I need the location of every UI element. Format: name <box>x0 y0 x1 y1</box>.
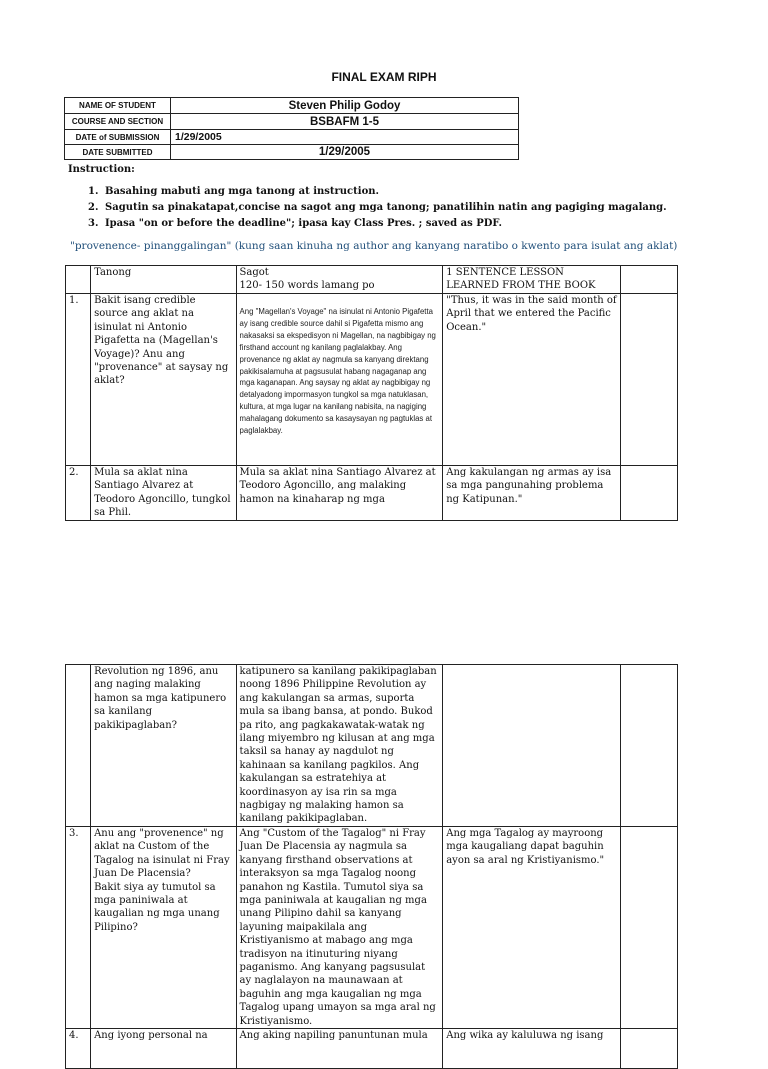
row-number <box>66 665 91 827</box>
provenance-note: "provenence- pinanggalingan" (kung saan kinuha ng author ang kanyang naratibo o kwento para isulat ang aklat) <box>70 240 678 252</box>
course-value: BSBAFM 1-5 <box>171 114 519 130</box>
header-answer: Sagot 120- 150 words lamang po <box>236 266 443 294</box>
table-row <box>66 466 678 521</box>
student-info-table <box>64 97 519 160</box>
questions-table-continued <box>65 664 678 1069</box>
row-lesson: Ang kakulangan ng armas ay isa sa mga pangunahing problema ng Katipunan." <box>443 466 621 521</box>
row-answer: Ang "Custom of the Tagalog" ni Fray Juan De Placensia ay nagmula sa kanyang firsthand observations at interaksyon sa mga Tagalog noong panahon ng Kastila. Tumutol siya sa mga paniniwala at kaugalian ng mga unang Pilipino dahil sa kanyang layuning maipakilala ang Kristiyanismo at mabago ang mga tradisyon na itinuturing niyang paganismo. Ang kanyang pagsusulat ay naglalayon na maunawaan at baguhin ang mga kaugalian ng mga Tagalog upang umayon sa mga aral ng Kristiyanismo. <box>236 826 443 1028</box>
row-extra-cell <box>620 826 677 1028</box>
instruction-number: 2. <box>88 202 99 213</box>
instruction-number: 3. <box>88 218 99 229</box>
row-lesson: Ang mga Tagalog ay mayroong mga kaugaliang dapat baguhin ayon sa aral ng Kristiyanismo." <box>443 826 621 1028</box>
instruction-item <box>88 186 667 202</box>
row-question: Revolution ng 1896, anu ang naging malaking hamon sa mga katipunero sa kanilang pakikipaglaban? <box>91 665 236 827</box>
table-row <box>66 1028 678 1068</box>
header-question: Tanong <box>91 266 236 294</box>
date-of-submission-value: 1/29/2005 <box>171 130 519 145</box>
row-extra-cell <box>620 466 677 521</box>
row-lesson: "Thus, it was in the said month of April that we entered the Pacific Ocean." <box>443 294 621 466</box>
row-number: 4. <box>66 1028 91 1068</box>
row-answer: Mula sa aklat nina Santiago Alvarez at Teodoro Agoncillo, ang malaking hamon na kinaharap ng mga <box>236 466 443 521</box>
header-number-cell <box>66 266 91 294</box>
table-row <box>66 665 678 827</box>
instruction-item <box>88 202 667 218</box>
instruction-text: Basahing mabuti ang mga tanong at instruction. <box>105 186 379 197</box>
instruction-list <box>88 186 667 234</box>
row-question: Bakit isang credible source ang aklat na isinulat ni Antonio Pigafetta na (Magellan's Voyage)? Anu ang "provenance" at saysay ng aklat? <box>91 294 236 466</box>
instruction-number: 1. <box>88 186 99 197</box>
table-row <box>66 826 678 1028</box>
header-extra-cell <box>620 266 677 294</box>
date-submitted-label: DATE SUBMITTED <box>65 145 171 160</box>
instruction-heading: Instruction: <box>68 164 135 175</box>
instruction-item <box>88 218 667 234</box>
instruction-text: Sagutin sa pinakatapat,concise na sagot ang mga tanong; panatilihin natin ang pagiging magalang. <box>105 202 667 213</box>
header-lesson: 1 SENTENCE LESSON LEARNED FROM THE BOOK <box>443 266 621 294</box>
row-extra-cell <box>620 294 677 466</box>
row-lesson <box>443 665 621 827</box>
questions-table <box>65 265 678 521</box>
row-answer: katipunero sa kanilang pakikipaglaban noong 1896 Philippine Revolution ay ang kakulangan sa armas, suporta mula sa ibang bansa, at pondo. Bukod pa rito, ang pagkakawatak-watak ng ilang miyembro ng kilusan at ang mga taksil sa hanay ay nagdulot ng kahinaan sa kanilang pagkilos. Ang kakulangan sa estratehiya at koordinasyon ay isa rin sa mga nagbigay ng malaking hamon sa kanilang pakikipaglaban. <box>236 665 443 827</box>
row-number: 1. <box>66 294 91 466</box>
row-answer: Ang "Magellan's Voyage" na isinulat ni Antonio Pigafetta ay isang credible source dahil si Pigafetta mismo ang nakasaksi sa ekspedisyon ni Magellan, na nagbibigay ng firsthand account ng kanilang paglalakbay. Ang provenance ng aklat ay nagmula sa kanyang direktang pakikisalamuha at pagsusulat habang nagaganap ang mga kaganapan. Ang saysay ng aklat ay nagbibigay ng detalyadong impormasyon tungkol sa mga natuklasan, kultura, at mga lugar na kanilang nabisita, na nagiging mahalagang dokumento sa kasaysayan ng pagtuklas at paglalakbay. <box>236 294 443 466</box>
row-answer: Ang aking napiling panuntunan mula <box>236 1028 443 1068</box>
name-label: NAME OF STUDENT <box>65 98 171 114</box>
date-submitted-value: 1/29/2005 <box>171 145 519 160</box>
row-extra-cell <box>620 665 677 827</box>
row-number: 3. <box>66 826 91 1028</box>
instruction-text: Ipasa "on or before the deadline"; ipasa kay Class Pres. ; saved as PDF. <box>105 218 502 229</box>
name-value: Steven Philip Godoy <box>171 98 519 114</box>
table-row <box>66 294 678 466</box>
row-question: Ang iyong personal na <box>91 1028 236 1068</box>
row-extra-cell <box>620 1028 677 1068</box>
course-label: COURSE AND SECTION <box>65 114 171 130</box>
date-of-submission-label: DATE of SUBMISSION <box>65 130 171 145</box>
row-lesson: Ang wika ay kaluluwa ng isang <box>443 1028 621 1068</box>
row-question: Anu ang "provenence" ng aklat na Custom of the Tagalog na isinulat ni Fray Juan De Placensia? Bakit siya ay tumutol sa mga paniniwala at kaugalian ng mga unang Pilipino? <box>91 826 236 1028</box>
row-number: 2. <box>66 466 91 521</box>
row-question: Mula sa aklat nina Santiago Alvarez at Teodoro Agoncillo, tungkol sa Phil. <box>91 466 236 521</box>
document-title: FINAL EXAM RIPH <box>331 70 437 84</box>
